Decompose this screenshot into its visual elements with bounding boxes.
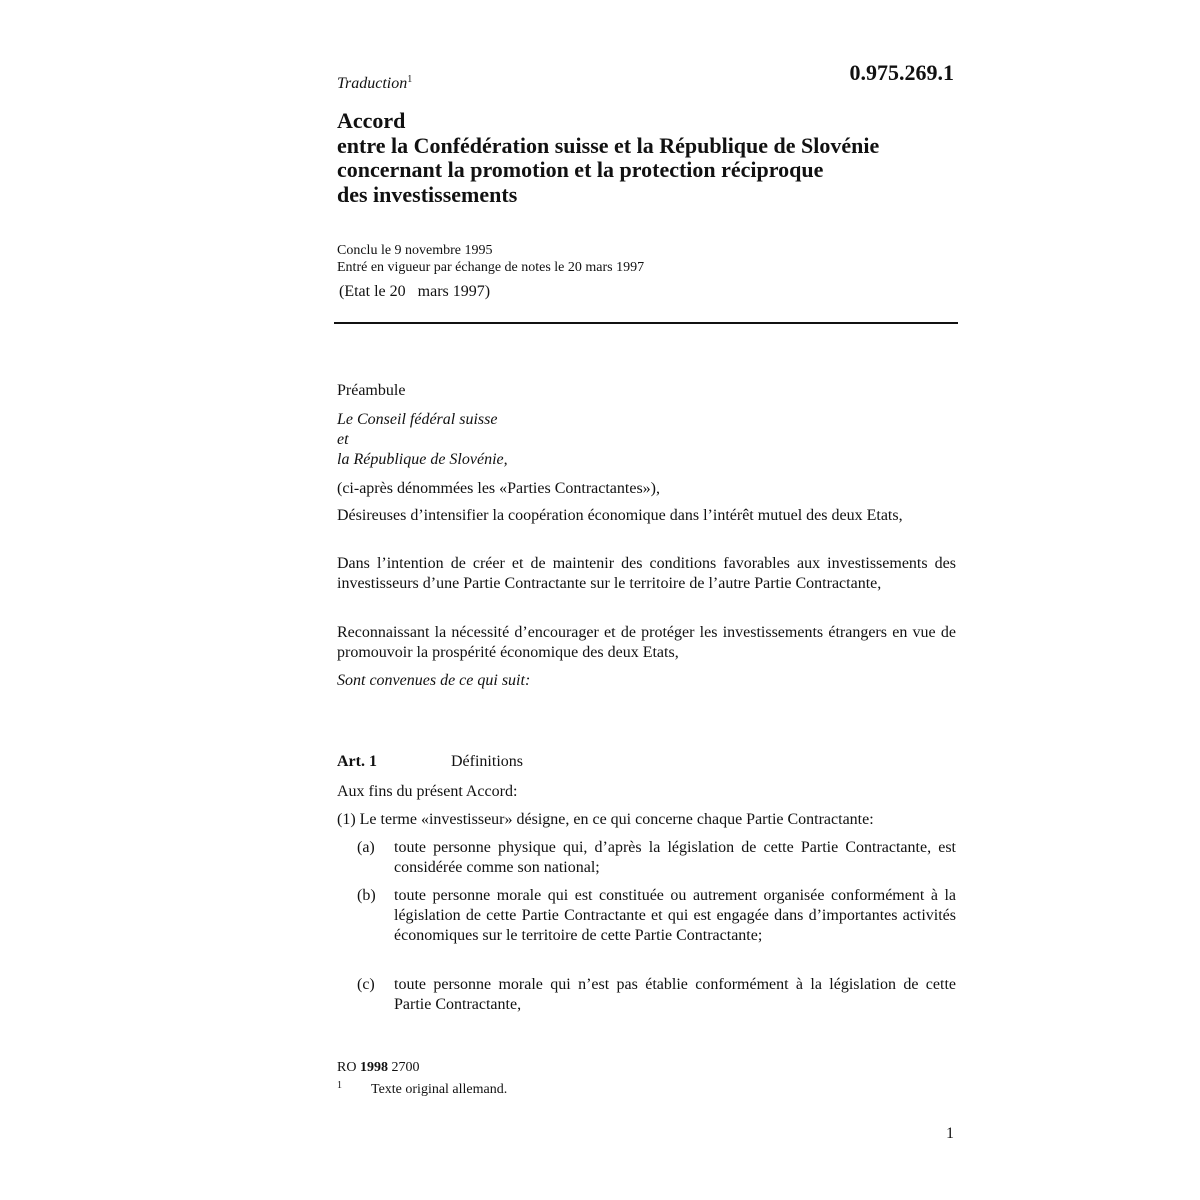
preamble-paragraph: Désireuses d’intensifier la coopération économique dans l’intérêt mutuel des deux Etats, xyxy=(337,507,903,524)
preamble-paragraph: Reconnaissant la nécessité d’encourager et de protéger les investissements étrangers en vue de promouvoir la prospérité économique des deux Etats, xyxy=(337,624,956,661)
article-title: Définitions xyxy=(451,753,523,770)
preamble-paragraph: Dans l’intention de créer et de maintenir des conditions favorables aux investissements des investisseurs d’une Partie Contractante sur le territoire de l’autre Partie Contractante, xyxy=(337,555,956,592)
document-title xyxy=(337,109,957,207)
preamble-closing: Sont convenues de ce qui suit: xyxy=(337,672,531,689)
footnote-text: Texte original allemand. xyxy=(371,1082,508,1097)
page-number: 1 xyxy=(946,1125,954,1142)
definition-item xyxy=(357,886,956,946)
concluded-date: Conclu le 9 novembre 1995 xyxy=(337,243,493,258)
document-number: 0.975.269.1 xyxy=(849,60,954,85)
ro-page: 2700 xyxy=(391,1060,420,1075)
item-label: (b) xyxy=(357,887,376,904)
title-line-1: Accord xyxy=(337,108,406,133)
footnote-number: 1 xyxy=(337,1080,342,1091)
title-divider xyxy=(334,322,958,324)
item-text: toute personne morale qui est constituée ou autrement organisée conformément à la législation de cette Partie Contractante et qui est engagée dans d’importantes activités économiques sur le territoire de cette Partie Contractante; xyxy=(394,887,956,944)
footnote xyxy=(337,1080,507,1098)
preamble-heading: Préambule xyxy=(337,382,406,399)
official-collection-ref xyxy=(337,1060,419,1076)
article-heading xyxy=(337,753,523,771)
footnote-ref[interactable]: 1 xyxy=(407,74,413,85)
translation-label: Traduction xyxy=(337,75,408,92)
document-dates xyxy=(337,242,644,276)
entry-into-force: Entré en vigueur par échange de notes le 20 mars 1997 xyxy=(337,260,645,275)
definition-item xyxy=(357,838,956,878)
ro-prefix: RO xyxy=(337,1060,357,1075)
preamble-paragraph: (ci-après dénommées les «Parties Contractantes»), xyxy=(337,480,660,497)
preamble-parties xyxy=(337,410,956,470)
item-text: toute personne morale qui n’est pas établie conformément à la législation de cette Partie Contractante, xyxy=(394,976,956,1013)
title-line-4: des investissements xyxy=(337,181,518,207)
article-intro: Aux fins du présent Accord: xyxy=(337,783,518,800)
title-line-2: entre la Confédération suisse et la République de Slovénie xyxy=(337,132,880,158)
article-clause: (1) Le terme «investisseur» désigne, en ce qui concerne chaque Partie Contractante: xyxy=(337,811,874,828)
item-text: toute personne physique qui, d’après la législation de cette Partie Contractante, est considérée comme son national; xyxy=(394,839,956,876)
party-slovenia: la République de Slovénie, xyxy=(337,451,508,468)
item-label: (c) xyxy=(357,976,375,993)
translation-note xyxy=(337,74,412,93)
title-line-3: concernant la promotion et la protection réciproque xyxy=(337,157,824,182)
ro-year: 1998 xyxy=(359,1060,388,1075)
definition-item xyxy=(357,975,956,1015)
article-number: Art. 1 xyxy=(337,753,377,770)
party-conjunction: et xyxy=(337,431,349,448)
item-label: (a) xyxy=(357,839,375,856)
status-date: (Etat le 20 mars 1997) xyxy=(339,283,491,300)
party-switzerland: Le Conseil fédéral suisse xyxy=(337,411,498,428)
